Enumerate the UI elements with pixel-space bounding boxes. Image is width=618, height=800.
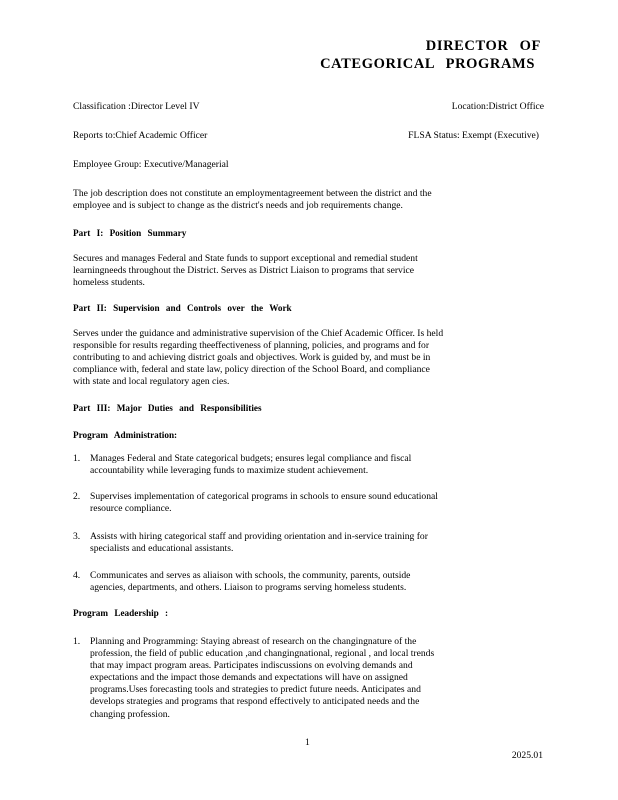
list-item-line: resource compliance.: [90, 503, 172, 515]
part2-line: responsible for results regarding theeffectiveness of planning, policies, and programs and for: [73, 340, 430, 352]
list-item-line: that may impact program areas. Participates indiscussions on evolving demands and: [90, 660, 413, 672]
list-item-number: 1.: [73, 636, 81, 647]
program-leadership-heading: Program Leadership :: [73, 608, 169, 618]
part2-line: with state and local regulatory agen cies.: [73, 376, 230, 388]
classification: Classification :Director Level IV: [73, 101, 200, 112]
version-label: 2025.01: [511, 750, 543, 761]
program-administration-heading: Program Administration:: [73, 430, 178, 440]
part2-line: compliance with, federal and state law, policy direction of the School Board, and compliance: [73, 364, 430, 376]
list-item-line: specialists and educational assistants.: [90, 543, 234, 555]
list-item-number: 2.: [73, 491, 81, 502]
part1-line: Secures and manages Federal and State funds to support exceptional and remedial student: [73, 253, 418, 264]
list-item-line: accountability while leveraging funds to maximize student achievement.: [90, 465, 369, 477]
list-item: [73, 570, 543, 596]
part1-line: learningneeds throughout the District. Serves as District Liaison to programs that service: [73, 265, 415, 277]
list-item-line: Supervises implementation of categorical programs in schools to ensure sound educational: [90, 491, 438, 502]
list-item-line: programs.Uses forecasting tools and strategies to predict future needs. Anticipates and: [90, 684, 421, 696]
list-item-text: [90, 636, 434, 721]
list-item-line: profession, the field of public education ,and changingnational, regional , and local trends: [90, 648, 435, 660]
part2-paragraph: [73, 328, 539, 388]
list-item-text: [90, 570, 410, 594]
list-item: [73, 453, 543, 479]
list-item-number: 3.: [73, 531, 81, 542]
part2-line: contributing to and achieving district goals and objectives. Work is guided by, and must be in: [73, 352, 431, 364]
location: Location:District Office: [451, 101, 544, 112]
list-item-line: develops strategies and programs that respond effectively to anticipated needs and the: [90, 696, 420, 708]
part3-heading: Part III: Major Duties and Responsibilities: [73, 403, 262, 413]
part2-line: Serves under the guidance and administrative supervision of the Chief Academic Officer. Is held: [73, 328, 444, 339]
list-item: [73, 531, 543, 557]
list-item-line: changing profession.: [90, 708, 170, 720]
list-item-text: [90, 453, 411, 477]
title-line-2: CATEGORICAL PROGRAMS: [320, 56, 535, 72]
list-item: [73, 491, 543, 517]
list-item-number: 4.: [73, 570, 81, 581]
flsa-status: FLSA Status: Exempt (Executive): [408, 130, 539, 141]
title-line-1: DIRECTOR OF: [425, 38, 541, 54]
list-item-line: expectations and the impact those demands and expectations will have on assigned: [90, 672, 408, 684]
disclaimer-line: The job description does not constitute an employmentagreement between the district and the: [73, 188, 432, 199]
page-number: 1: [305, 737, 310, 748]
part2-heading: Part II: Supervision and Controls over the Work: [73, 303, 292, 313]
list-item: [73, 636, 543, 724]
list-item-line: Manages Federal and State categorical budgets; ensures legal compliance and fiscal: [90, 453, 412, 464]
list-item-line: agencies, departments, and others. Liaison to programs serving homeless students.: [90, 582, 407, 594]
list-item-text: [90, 531, 428, 555]
list-item-line: Communicates and serves as aliaison with schools, the community, parents, outside: [90, 570, 411, 581]
part1-line: homeless students.: [73, 277, 145, 289]
part1-paragraph: [73, 253, 539, 289]
part1-heading: Part I: Position Summary: [73, 228, 187, 238]
employee-group: Employee Group: Executive/Managerial: [73, 159, 229, 170]
reports-to: Reports to:Chief Academic Officer: [73, 130, 208, 141]
list-item-line: Assists with hiring categorical staff and providing orientation and in-service training for: [90, 531, 428, 542]
list-item-text: [90, 491, 438, 515]
disclaimer-paragraph: [73, 188, 539, 212]
list-item-line: Planning and Programming: Staying abreast of research on the changingnature of the: [90, 636, 417, 647]
list-item-number: 1.: [73, 453, 81, 464]
disclaimer-line: employee and is subject to change as the district's needs and job requirements change.: [73, 200, 403, 212]
